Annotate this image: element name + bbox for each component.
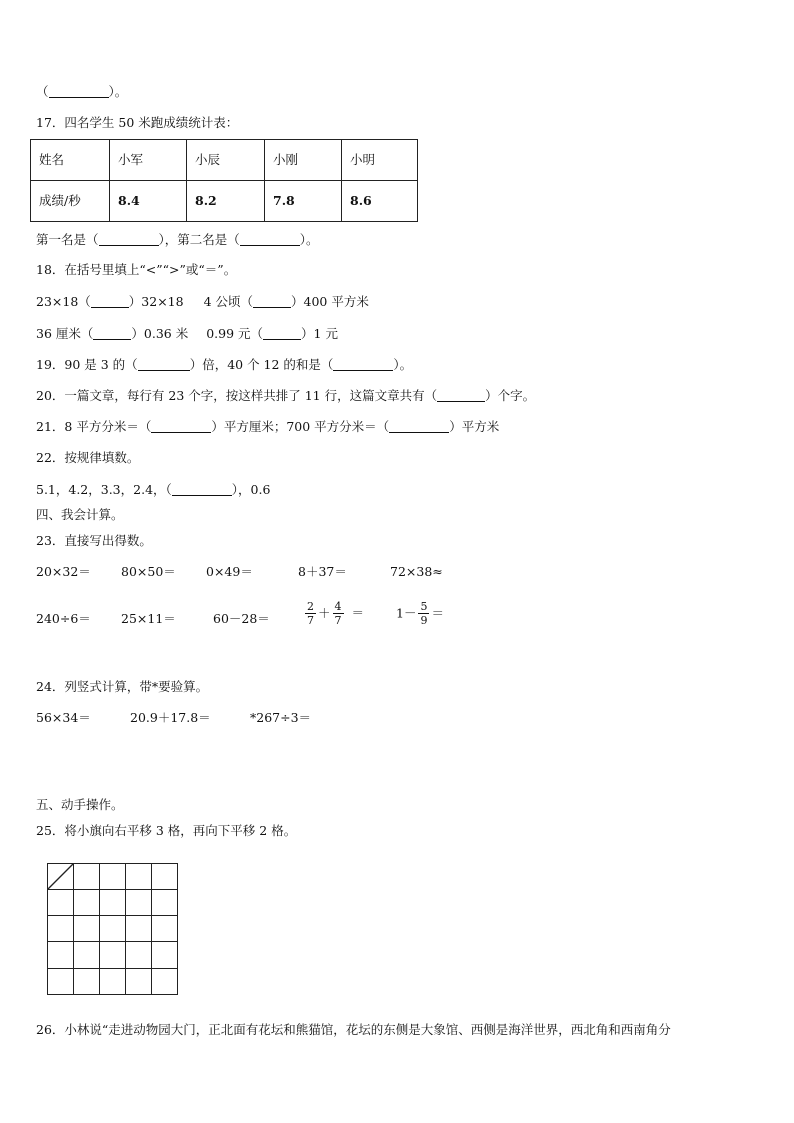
header-cell-xiaoming: 小明 [342, 140, 418, 181]
q26-text: 26．小林说“走进动物园大门，正北面有花坛和熊猫馆，花坛的东侧是大象馆、西侧是海洋世界，西北角和西南角分 [36, 1022, 671, 1037]
header-cell-name: 姓名 [31, 140, 110, 181]
q23-expr-2: 80×50＝ [121, 564, 176, 579]
q18-blank-1[interactable] [91, 295, 129, 308]
q20-line: 20．一篇文章，每行有 23 个字，按这样共排了 11 行，这篇文章共有（ ）个字。 [36, 388, 536, 403]
q21-blank-2[interactable] [389, 420, 449, 433]
q24-title: 24．列竖式计算，带*要验算。 [36, 679, 209, 694]
q16-answer-blank[interactable] [49, 85, 109, 98]
q23-expr-3: 0×49＝ [206, 564, 253, 579]
header-cell-xiaochen: 小辰 [187, 140, 265, 181]
score-xiaochen: 8.2 [187, 181, 265, 222]
q23-expr-4: 8＋37＝ [298, 564, 347, 579]
q17-answer-line: 第一名是（ ），第二名是（ ）。 [36, 232, 319, 247]
q24-expr-1: 56×34＝ [36, 710, 91, 725]
q23-expr-5: 72×38≈ [390, 564, 443, 579]
q19-blank-2[interactable] [333, 358, 393, 371]
q19-blank-1[interactable] [138, 358, 190, 371]
section-4-heading: 四、我会计算。 [36, 507, 124, 522]
score-table-data-row [31, 181, 418, 222]
q23-title: 23．直接写出得数。 [36, 533, 152, 548]
section-5-heading: 五、动手操作。 [36, 797, 124, 812]
q22-title: 22．按规律填数。 [36, 450, 140, 465]
fraction-2-7: $\frac{2}{7}$ [307, 600, 314, 627]
q24-expr-3: *267÷3＝ [250, 710, 312, 725]
q23-fraction-expr-1: $\frac{2}{7}$ ＋ $\frac{4}{7}$ ＝ [307, 600, 365, 627]
q17-title: 17．四名学生 50 米跑成绩统计表： [36, 115, 239, 130]
q23-fraction-expr-2: 1－ $\frac{5}{9}$ ＝ [396, 600, 444, 627]
flag-icon [48, 864, 74, 890]
q19-line: 19．90 是 3 的（ ）倍，40 个 12 的和是（ ）。 [36, 357, 413, 372]
q24-expr-2: 20.9＋17.8＝ [130, 710, 211, 725]
q16-answer-line: （ ）。 [36, 84, 128, 99]
q22-sequence: 5.1，4.2，3.3，2.4，（ ），0.6 [36, 482, 271, 497]
q18-row2: 36 厘米（ ）0.36 米 0.99 元（ ）1 元 [36, 326, 338, 341]
q18-title: 18．在括号里填上“<”“>”或“＝”。 [36, 262, 237, 277]
row-label-score: 成绩/秒 [31, 181, 110, 222]
header-cell-xiaogang: 小刚 [265, 140, 342, 181]
q20-blank[interactable] [437, 389, 485, 402]
fraction-5-9: $\frac{5}{9}$ [420, 600, 428, 627]
score-xiaoming: 8.6 [342, 181, 418, 222]
q23-expr-6: 240÷6＝ [36, 611, 91, 626]
q18-blank-3[interactable] [93, 327, 131, 340]
score-table [30, 139, 418, 222]
score-xiaojun: 8.4 [110, 181, 187, 222]
q23-expr-8: 60－28＝ [213, 611, 270, 626]
q18-row1: 23×18（ ）32×18 4 公顷（ ）400 平方米 [36, 294, 369, 309]
flag-grid[interactable] [47, 863, 179, 996]
q23-expr-1: 20×32＝ [36, 564, 91, 579]
score-table-header-row [31, 140, 418, 181]
fraction-4-7: $\frac{4}{7}$ [334, 600, 342, 627]
q23-expr-7: 25×11＝ [121, 611, 176, 626]
q17-first-place-blank[interactable] [99, 233, 159, 246]
q18-blank-4[interactable] [263, 327, 301, 340]
score-xiaogang: 7.8 [265, 181, 342, 222]
q21-line: 21．8 平方分米＝（ ）平方厘米；700 平方分米＝（ ）平方米 [36, 419, 500, 434]
q21-blank-1[interactable] [151, 420, 211, 433]
q17-second-place-blank[interactable] [240, 233, 300, 246]
header-cell-xiaojun: 小军 [110, 140, 187, 181]
q25-title: 25．将小旗向右平移 3 格，再向下平移 2 格。 [36, 823, 297, 838]
q22-blank[interactable] [172, 483, 232, 496]
q18-blank-2[interactable] [253, 295, 291, 308]
